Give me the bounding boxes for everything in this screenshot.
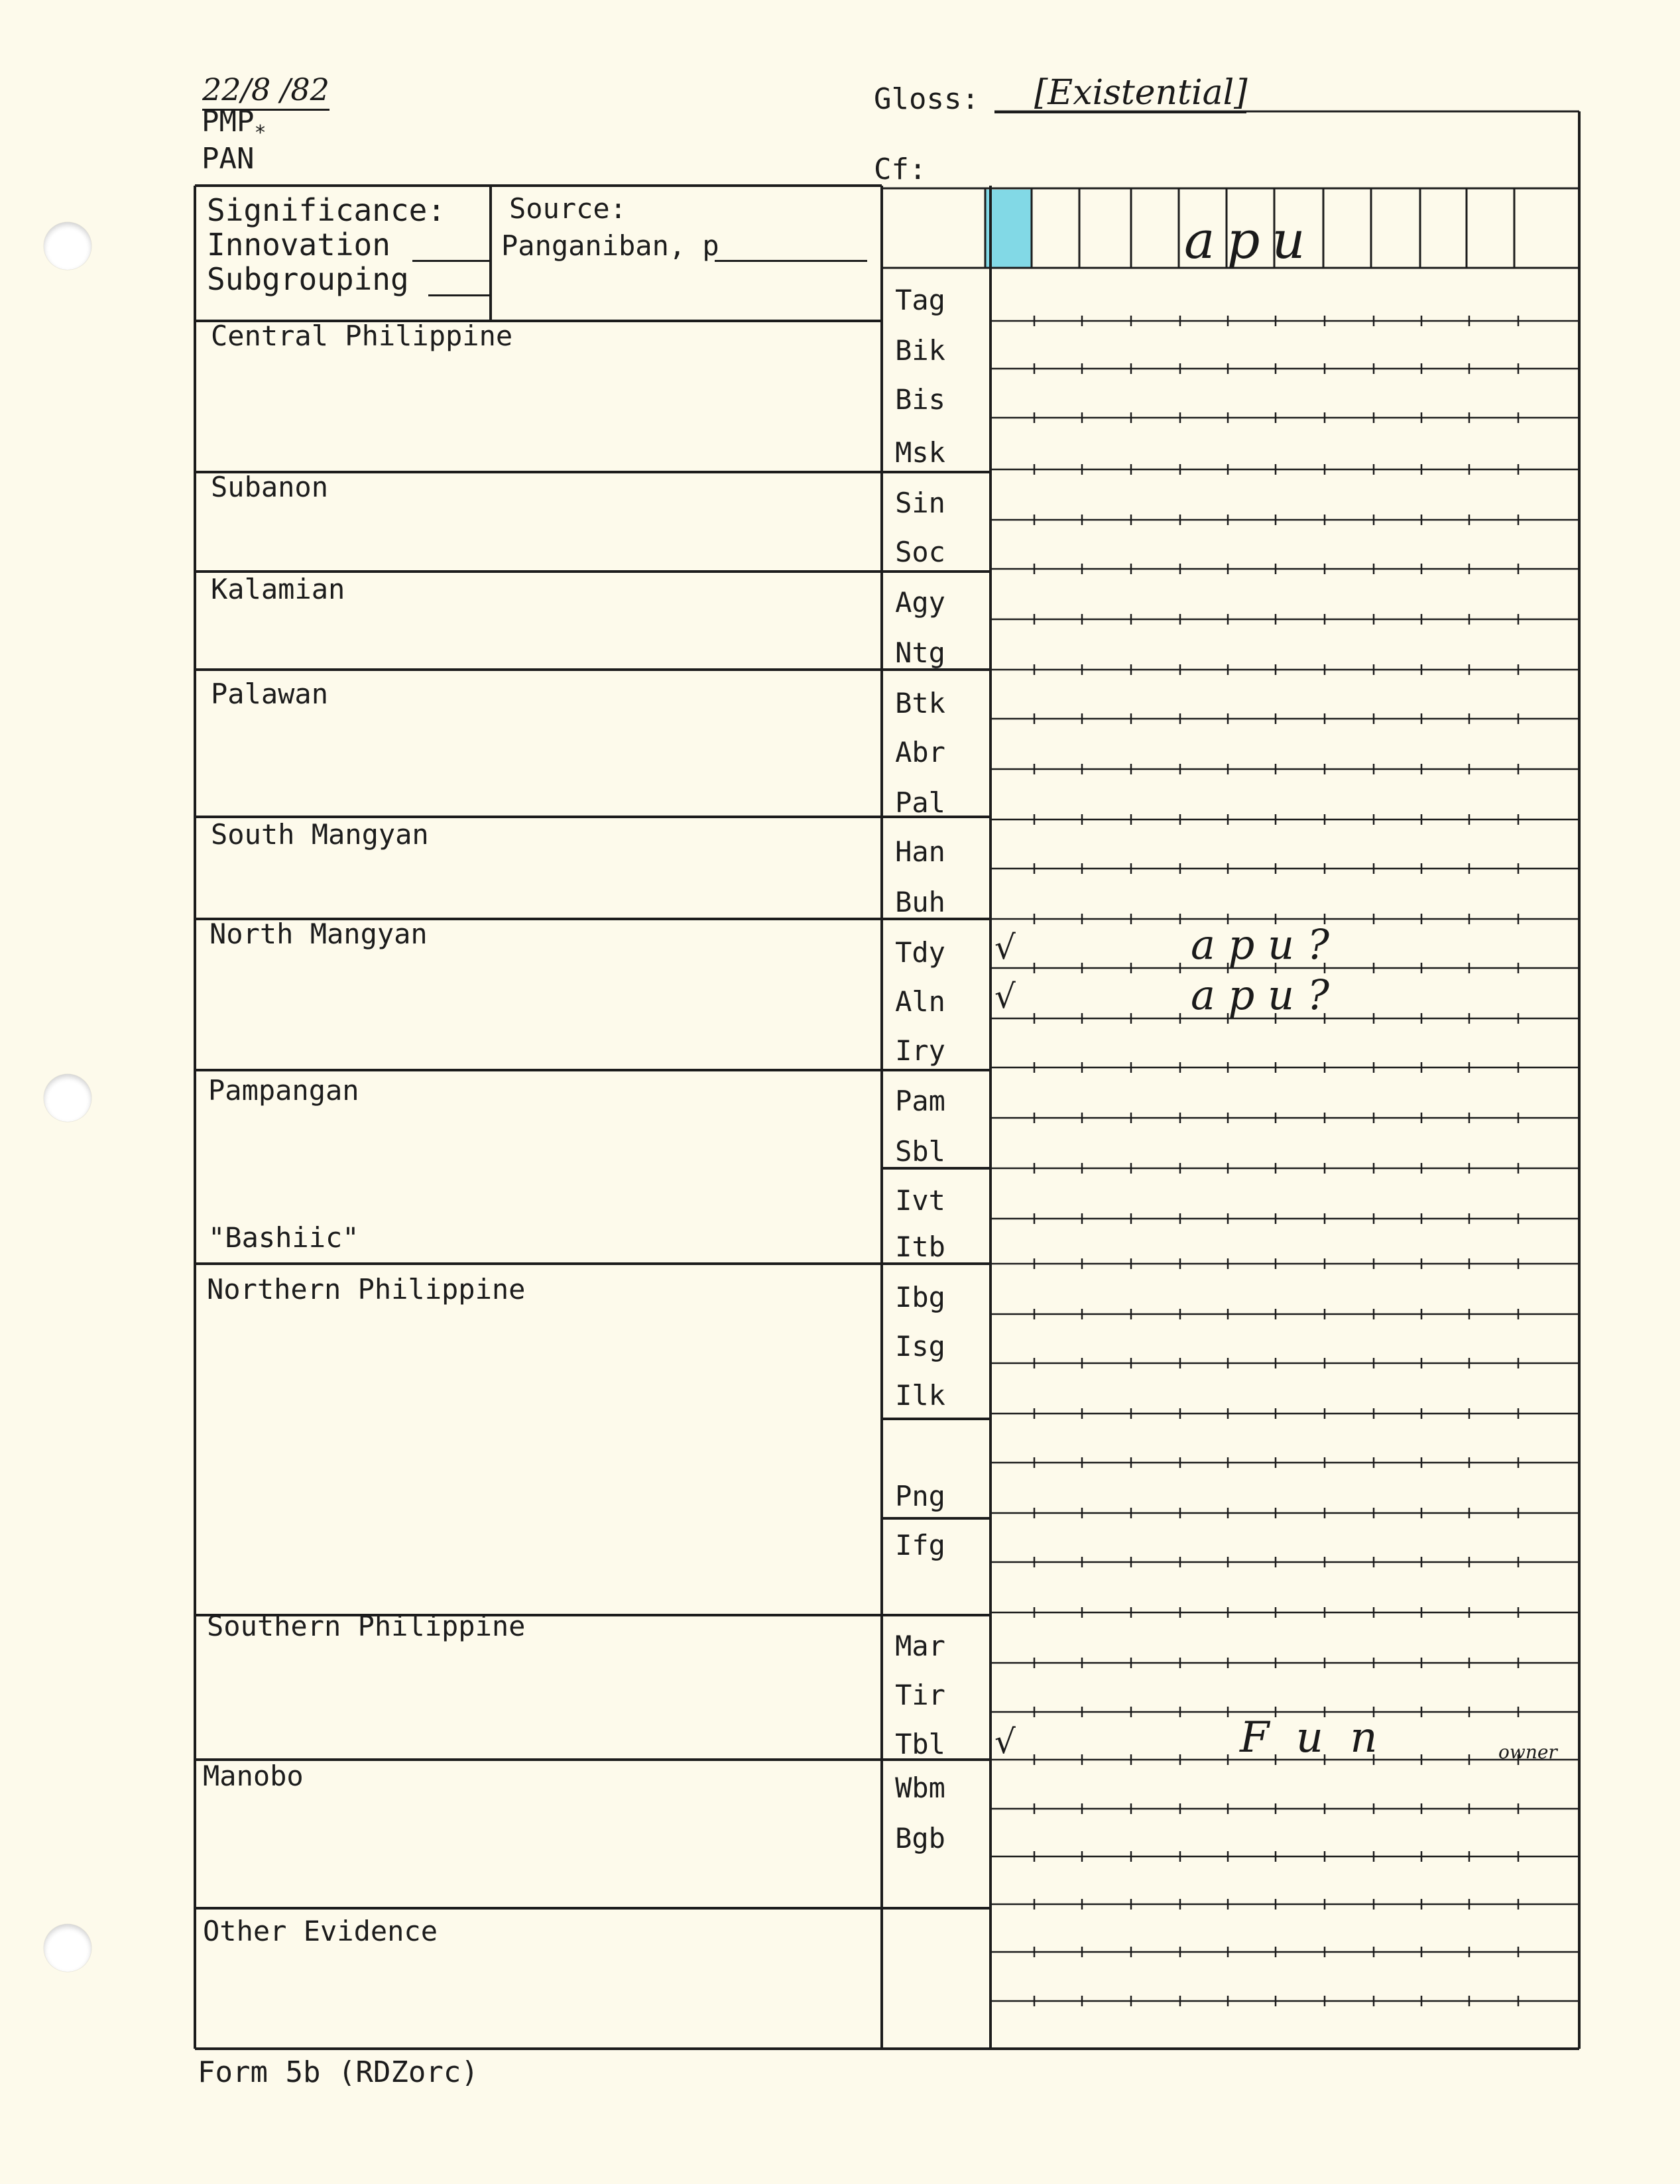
lang-code: Ntg [895,637,945,669]
group-southern-philippine: Southern Philippine [207,1610,526,1642]
lang-code: Png [895,1480,945,1512]
group-bashiic: "Bashiic" [208,1221,359,1254]
subgrouping-label: Subgrouping [207,261,409,297]
lang-code: Buh [895,886,945,918]
lang-code: Itb [895,1231,945,1263]
tbl-gloss-note: owner [1498,1741,1557,1763]
aln-check: √ [994,977,1016,1016]
lang-code: Tbl [895,1728,945,1760]
asterisk-mark: * [254,121,267,145]
group-north-mangyan: North Mangyan [210,918,428,950]
lang-code: Agy [895,586,945,619]
group-central-philippine: Central Philippine [211,320,513,352]
lang-code: Aln [895,985,945,1018]
lang-code: Pal [895,786,945,819]
source-label: Source: [509,192,627,225]
lang-code: Ibg [895,1281,945,1313]
lang-code: Sin [895,487,945,519]
tbl-form: F u n [1240,1713,1384,1762]
group-manobo: Manobo [203,1760,304,1792]
source-value: Panganiban, p [501,229,719,262]
lang-code: Mar [895,1630,945,1662]
lang-code: Abr [895,736,945,768]
innovation-label: Innovation [207,227,390,263]
group-subanon: Subanon [211,471,329,503]
cf-label: Cf: [874,152,927,186]
lang-code: Han [895,835,945,868]
proto-pan-label: PAN [202,142,255,176]
lang-code: Ifg [895,1529,945,1561]
lang-code: Msk [895,436,945,469]
lang-code: Ilk [895,1379,945,1412]
lang-code: Bgb [895,1822,945,1854]
group-northern-philippine: Northern Philippine [207,1273,526,1305]
lang-code: Wbm [895,1772,945,1804]
lang-code: Tir [895,1679,945,1711]
tbl-check: √ [994,1723,1016,1761]
innovation-blank [412,260,491,262]
subgrouping-blank [428,294,491,296]
lang-code: Btk [895,687,945,719]
lang-code: Bik [895,334,945,367]
group-pampangan: Pampangan [208,1074,359,1107]
lang-code: Pam [895,1085,945,1117]
gloss-label: Gloss: [874,82,979,116]
source-page-blank [715,260,867,262]
lang-code: Bis [895,383,945,416]
proto-pmp-label: $PMP_*$ [202,105,267,145]
significance-label: Significance: [207,192,446,228]
lang-code: Isg [895,1330,945,1363]
group-kalamian: Kalamian [211,573,345,605]
lang-code: Ivt [895,1184,945,1217]
lang-code: Sbl [895,1135,945,1168]
group-other-evidence: Other Evidence [203,1915,438,1947]
lang-code: Tdy [895,936,945,969]
reconstruction-form: apu [1184,211,1317,271]
card-date: 22/8 /82 [202,72,330,111]
tdy-check: √ [994,928,1016,967]
group-palawan: Palawan [211,678,329,710]
form-footer: Form 5b (RDZorc) [198,2055,479,2089]
lang-code: Tag [895,284,945,316]
lang-code: Iry [895,1034,945,1067]
aln-form: a p u ? [1191,971,1329,1019]
group-south-mangyan: South Mangyan [211,818,429,851]
lang-code: Soc [895,536,945,568]
tdy-form: a p u ? [1191,920,1329,969]
gloss-value: [Existential] [1034,73,1248,113]
